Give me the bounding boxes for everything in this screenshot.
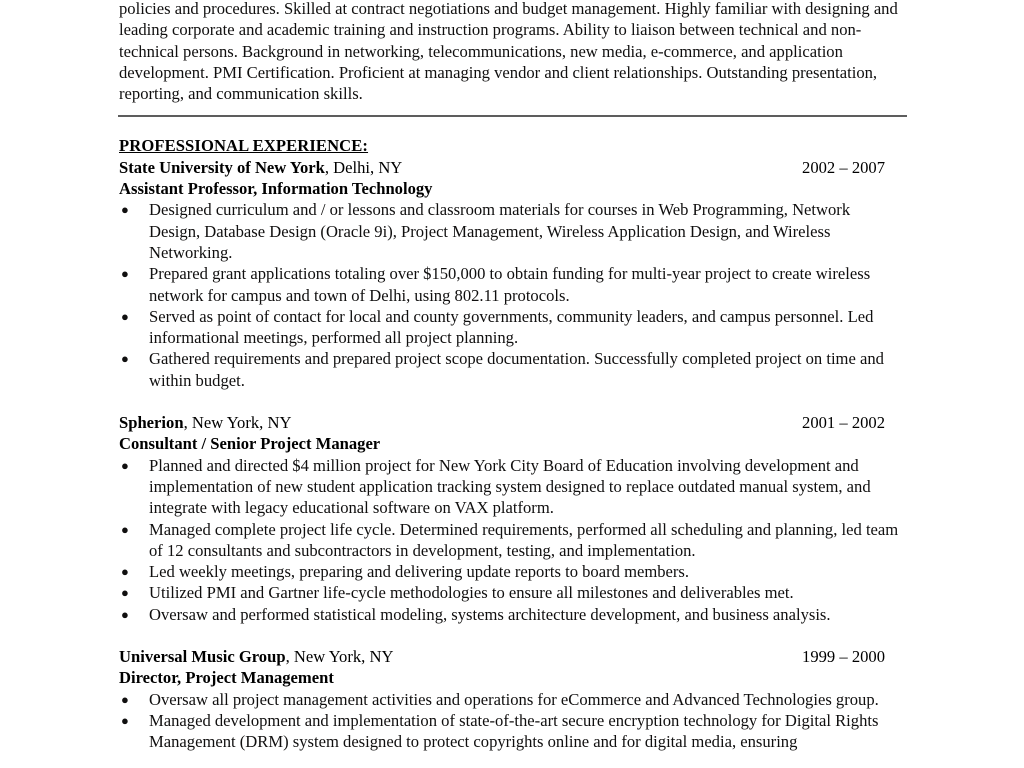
list-item (119, 519, 904, 562)
list-item (119, 455, 904, 519)
list-item-text: Led weekly meetings, preparing and delivering update reports to board members. (149, 562, 690, 582)
job-entry (119, 412, 904, 625)
list-item-text: Oversaw all project management activities and operations for eCommerce and Advanced Technologies group. (149, 689, 879, 709)
bullet-icon: ● (121, 202, 129, 218)
list-item-text: Designed curriculum and / or lessons and classroom materials for courses in Web Programming, Network Design, Database Design (Oracle 9i), Project Management, Wireless Application Design, and Wireless Networking. (149, 200, 851, 262)
list-item-text: Utilized PMI and Gartner life-cycle methodologies to ensure all milestones and deliverables met. (149, 583, 794, 603)
list-item (119, 689, 904, 710)
job-header (119, 412, 904, 433)
job-title: Consultant / Senior Project Manager (119, 434, 381, 454)
list-item-text: Gathered requirements and prepared project scope documentation. Successfully completed project on time and within budget. (149, 349, 884, 390)
list-item-text: Managed complete project life cycle. Determined requirements, performed all scheduling and planning, led team of 12 consultants and subcontractors in development, testing, and implementation. (149, 519, 899, 560)
job-bullet-list (119, 455, 904, 625)
bullet-icon: ● (121, 606, 129, 622)
job-header (119, 646, 904, 667)
job-dates: 2002 – 2007 (802, 157, 885, 177)
job-title: Assistant Professor, Information Technology (119, 179, 433, 199)
bullet-icon: ● (121, 308, 129, 324)
job-organization: Universal Music Group (119, 647, 286, 667)
bullet-icon: ● (121, 564, 129, 580)
job-title: Director, Project Management (119, 668, 334, 688)
job-header (119, 157, 904, 178)
list-item (119, 561, 904, 582)
bullet-icon: ● (121, 585, 129, 601)
job-dates: 1999 – 2000 (802, 647, 885, 667)
list-item (119, 710, 904, 753)
bullet-icon: ● (121, 457, 129, 473)
job-organization: Spherion (119, 413, 184, 433)
summary-paragraph: policies and procedures. Skilled at contract negotiations and budget management. Highly familiar with designing and leading corporate and academic training and instruction programs. Ability to liaison between technical and non-technical persons. Background in networking, telecommunications, new media, e-commerce, and application development. PMI Certification. Proficient at managing vendor and client relationships. Outstanding presentation, reporting, and communication skills. (119, 0, 898, 104)
job-entry (119, 157, 904, 391)
list-item (119, 348, 904, 391)
list-item-text: Prepared grant applications totaling over $150,000 to obtain funding for multi-year project to create wireless network for campus and town of Delhi, using 802.11 protocols. (149, 264, 871, 305)
bullet-icon: ● (121, 521, 129, 537)
job-organization: State University of New York (119, 157, 325, 177)
job-location: , Delhi, NY (324, 157, 403, 177)
list-item-text: Managed development and implementation of state-of-the-art secure encryption technology for Digital Rights Management (DRM) system designed to protect copyrights online and for digital media, ensuring (149, 710, 879, 752)
section-divider (118, 115, 907, 117)
job-bullet-list (119, 689, 904, 753)
list-item (119, 582, 904, 603)
bullet-icon: ● (121, 712, 129, 728)
job-location: , New York, NY (285, 647, 394, 667)
list-item (119, 263, 904, 306)
job-entry (119, 646, 904, 752)
bullet-icon: ● (121, 351, 129, 367)
bullet-icon: ● (121, 691, 129, 707)
list-item (119, 604, 904, 625)
list-item-text: Served as point of contact for local and county governments, community leaders, and campus personnel. Led informational meetings, performed all project planning. (149, 306, 874, 348)
resume-content (119, 0, 904, 753)
job-dates: 2001 – 2002 (802, 413, 885, 433)
list-item (119, 199, 904, 263)
job-location: , New York, NY (183, 413, 292, 433)
list-item-text: Planned and directed $4 million project for New York City Board of Education involving development and implementation of new student application tracking system designed to replace outdated manual system, and integrate with legacy educational software on VAX platform. (149, 455, 871, 518)
list-item-text: Oversaw and performed statistical modeling, systems architecture development, and business analysis. (149, 604, 831, 624)
section-heading-professional-experience: PROFESSIONAL EXPERIENCE: (119, 136, 369, 156)
list-item (119, 306, 904, 349)
job-bullet-list (119, 199, 904, 391)
bullet-icon: ● (121, 266, 129, 282)
